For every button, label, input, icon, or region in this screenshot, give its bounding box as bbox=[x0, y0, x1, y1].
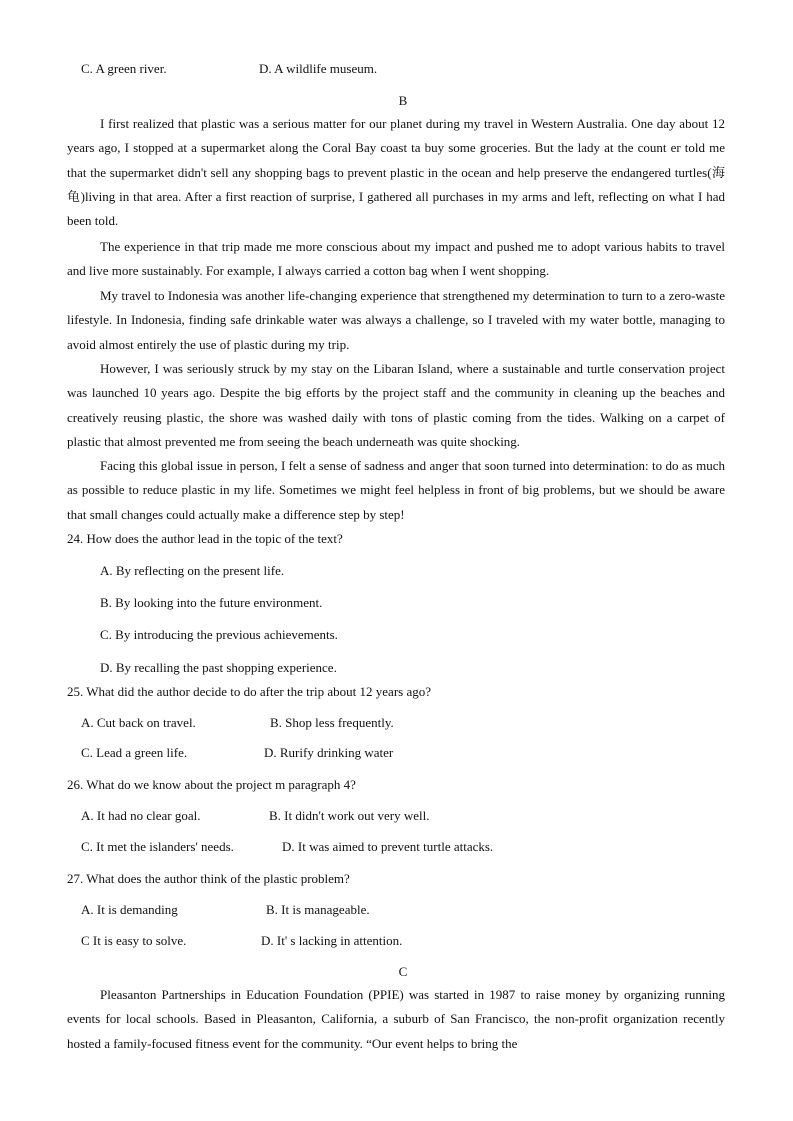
question-25-stem: 25. What did the author decide to do after the trip about 12 years ago? bbox=[67, 684, 431, 699]
option-d-prev: D. A wildlife museum. bbox=[259, 61, 378, 76]
section-b-paragraph-1: I first realized that plastic was a serious matter for our planet during my travel in Western Australia. One day about 12 years ago, I stopped at a supermarket along the Coral Bay coast ta buy some groceries. But the lady at the count er told me that the supermarket didn't sell any shopping bags to prevent plastic in the ocean and help preserve the endangered turtles(海龟)living in that area. After a first reaction of surprise, I gathered all purchases in my arms and left, reflecting on what I had been told. bbox=[67, 116, 725, 229]
question-26-stem: 26. What do we know about the project m paragraph 4? bbox=[67, 777, 356, 792]
question-26-option-b[interactable]: B. It didn't work out very well. bbox=[269, 808, 430, 823]
section-c-heading: C bbox=[398, 964, 408, 979]
question-25-option-a[interactable]: A. Cut back on travel. bbox=[81, 715, 196, 730]
question-27-option-b[interactable]: B. It is manageable. bbox=[266, 902, 370, 917]
question-26-option-c[interactable]: C. It met the islanders' needs. bbox=[81, 839, 234, 854]
question-25-option-b[interactable]: B. Shop less frequently. bbox=[270, 715, 394, 730]
question-24-option-b[interactable]: B. By looking into the future environment. bbox=[100, 595, 323, 610]
option-c-prev: C. A green river. bbox=[81, 61, 167, 76]
section-b-paragraph-3: My travel to Indonesia was another life-changing experience that strengthened my determination to turn to a zero-waste lifestyle. In Indonesia, finding safe drinkable water was always a challenge, so I traveled with my water bottle, managing to avoid almost entirely the use of plastic during my trip. bbox=[67, 288, 725, 352]
question-27-option-d[interactable]: D. It' s lacking in attention. bbox=[261, 933, 403, 948]
question-26-option-d[interactable]: D. It was aimed to prevent turtle attacks. bbox=[282, 839, 494, 854]
section-b-heading: B bbox=[398, 93, 408, 108]
section-b-paragraph-5: Facing this global issue in person, I felt a sense of sadness and anger that soon turned into determination: to do as much as possible to reduce plastic in my life. Sometimes we might feel helpless in front of big problems, but we should be aware that small changes could actually make a difference step by step! bbox=[67, 458, 725, 522]
section-b-paragraph-4: However, I was seriously struck by my stay on the Libaran Island, where a sustainable and turtle conservation project was launched 10 years ago. Despite the big efforts by the project staff and the community in cleaning up the beaches and creatively reusing plastic, the shore was washed daily with tons of plastic coming from the tides. Walking on a carpet of plastic that almost prevented me from seeing the beach underneath was quite shocking. bbox=[67, 361, 725, 449]
section-b-paragraph-2: The experience in that trip made me more conscious about my impact and pushed me to adopt various habits to travel and live more sustainably. For example, I always carried a cotton bag when I went shopping. bbox=[67, 239, 725, 279]
question-24-option-a[interactable]: A. By reflecting on the present life. bbox=[100, 563, 285, 578]
question-26-option-a[interactable]: A. It had no clear goal. bbox=[81, 808, 201, 823]
question-24-option-d[interactable]: D. By recalling the past shopping experience. bbox=[100, 660, 337, 675]
section-c-paragraph-1: Pleasanton Partnerships in Education Foundation (PPIE) was started in 1987 to raise money by organizing running events for local schools. Based in Pleasanton, California, a suburb of San Francisco, the non-profit organization recently hosted a family-focused fitness event for the community. “Our event helps to bring the bbox=[67, 987, 725, 1051]
question-24-stem: 24. How does the author lead in the topic of the text? bbox=[67, 531, 343, 546]
question-27-option-c[interactable]: C It is easy to solve. bbox=[81, 933, 187, 948]
question-27-stem: 27. What does the author think of the plastic problem? bbox=[67, 871, 350, 886]
question-24-option-c[interactable]: C. By introducing the previous achievements. bbox=[100, 627, 338, 642]
question-27-option-a[interactable]: A. It is demanding bbox=[81, 902, 178, 917]
question-25-option-c[interactable]: C. Lead a green life. bbox=[81, 745, 188, 760]
question-25-option-d[interactable]: D. Rurify drinking water bbox=[264, 745, 394, 760]
